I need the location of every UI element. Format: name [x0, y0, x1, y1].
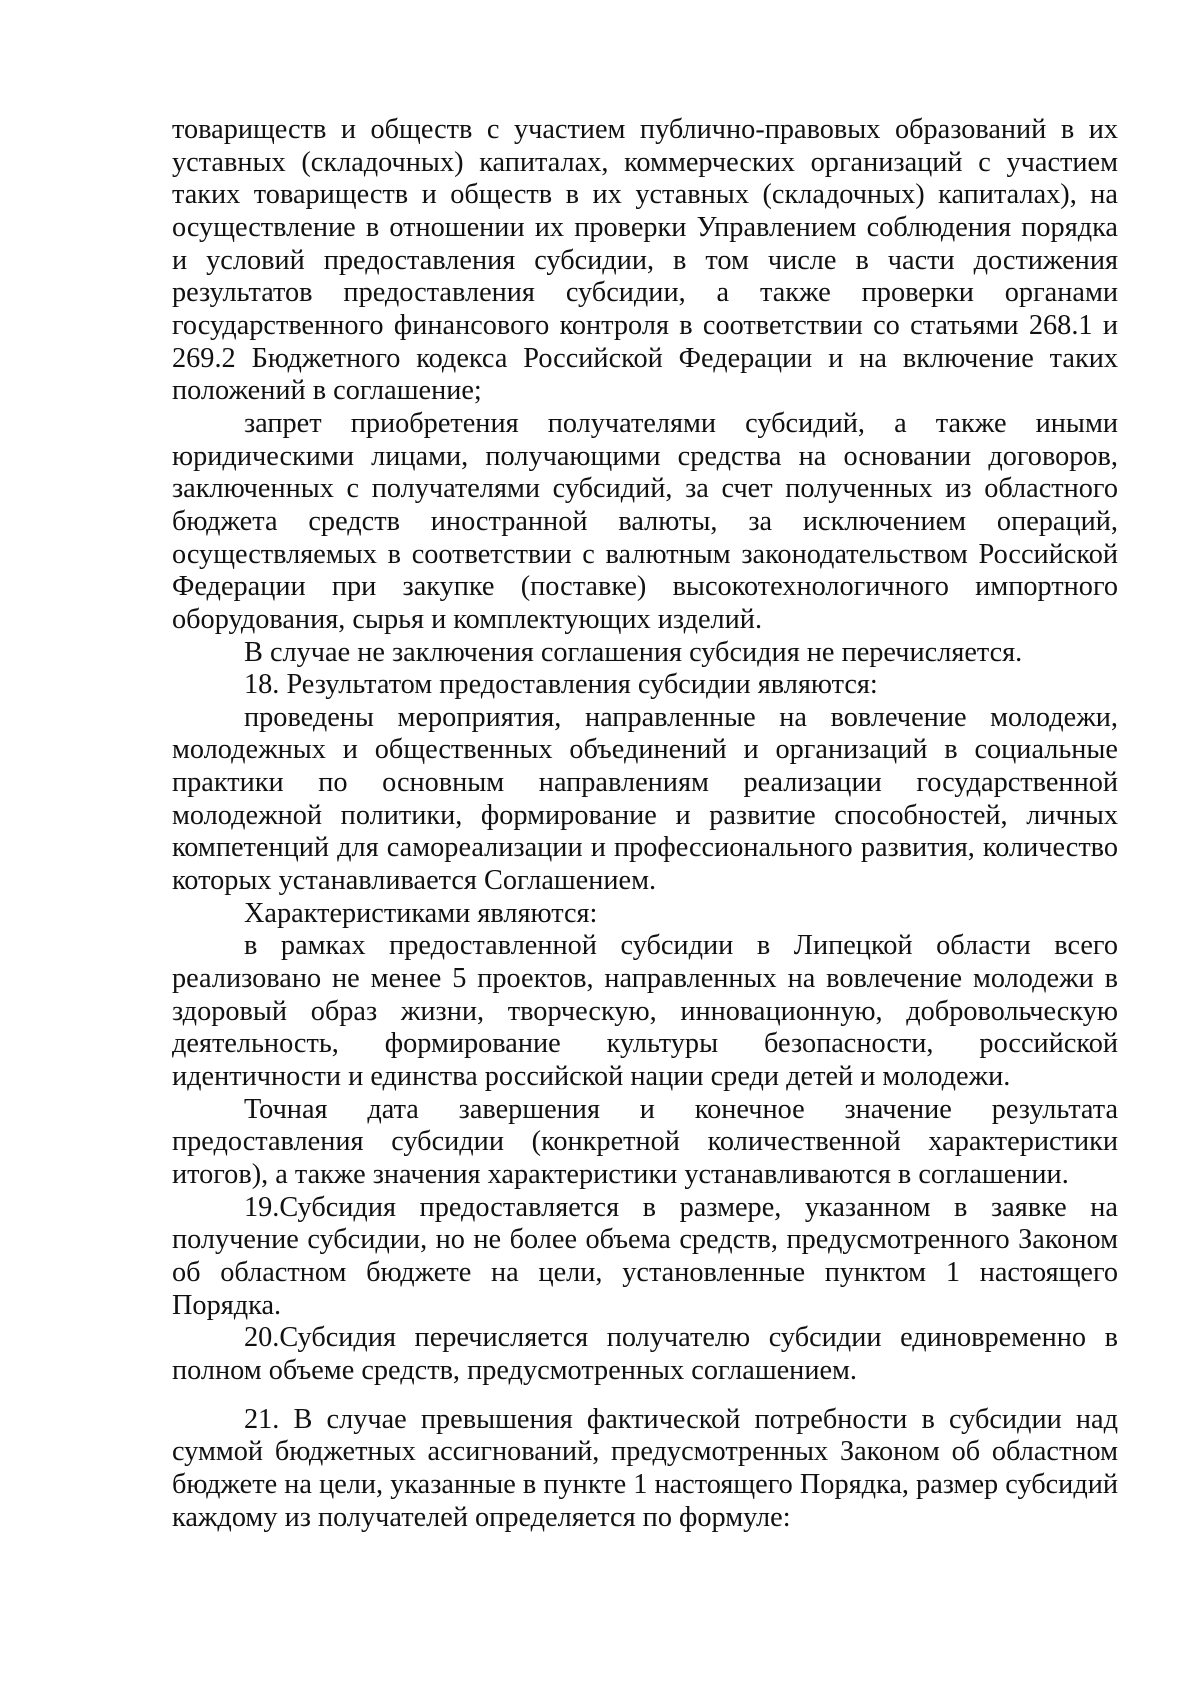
paragraph-foreign-currency-ban: запрет приобретения получателями субсидий, а также иными юридическими лицами, получающими средства на основании договоров, заключенных с получателями субсидий, за счет полученных из областного бюджета средств иностранной валюты, за исключением операций, осуществляемых в соответствии с валютным законодательством Российской Федерации при закупке (поставке) высокотехнологичного импортного оборудования, сырья и комплектующих изделий.	[172, 407, 1118, 635]
paragraph-continuation: товариществ и обществ с участием публично-правовых образований в их уставных (складочных) капиталах, коммерческих организаций с участием таких товариществ и обществ в их уставных (складочных) капиталах), на осуществление в отношении их проверки Управлением соблюдения порядка и условий предоставления субсидии, в том числе в части достижения результатов предоставления субсидии, а также проверки органами государственного финансового контроля в соответствии со статьями 268.1 и 269.2 Бюджетного кодекса Российской Федерации и на включение таких положений в соглашение;	[172, 114, 1118, 407]
paragraph-characteristics-heading: Характеристиками являются:	[244, 897, 598, 929]
paragraph-events-held: проведены мероприятия, направленные на вовлечение молодежи, молодежных и общественных объединений и организаций в социальные практики по основным направлениям реализации государственной молодежной политики, формирование и развитие способностей, личных компетенций для самореализации и профессионального развития, количество которых устанавливается Соглашением.	[172, 701, 1118, 897]
paragraph-item-20: 20.Субсидия перечисляется получателю субсидии единовременно в полном объеме средств, предусмотренных соглашением.	[172, 1322, 1118, 1386]
paragraph-projects-count: в рамках предоставленной субсидии в Липецкой области всего реализовано не менее 5 проектов, направленных на вовлечение молодежи в здоровый образ жизни, творческую, инновационную, добровольческую деятельность, формирование культуры безопасности, российской идентичности и единства российской нации среди детей и молодежи.	[172, 930, 1118, 1093]
paragraph-item-18: 18. Результатом предоставления субсидии являются:	[244, 669, 878, 701]
paragraph-no-agreement: В случае не заключения соглашения субсидия не перечисляется.	[244, 636, 1023, 668]
paragraph-item-21: 21. В случае превышения фактической потребности в субсидии над суммой бюджетных ассигнований, предусмотренных Законом об областном бюджете на цели, указанные в пункте 1 настоящего Порядка, размер субсидий каждому из получателей определяется по формуле:	[172, 1403, 1118, 1533]
paragraph-exact-date: Точная дата завершения и конечное значение результата предоставления субсидии (конкретной количественной характеристики итогов), а также значения характеристики устанавливаются в соглашении.	[172, 1093, 1118, 1190]
document-body	[172, 114, 1118, 1534]
paragraph-item-19: 19.Субсидия предоставляется в размере, указанном в заявке на получение субсидии, но не более объема средств, предусмотренного Законом об областном бюджете на цели, установленные пунктом 1 настоящего Порядка.	[172, 1191, 1118, 1321]
